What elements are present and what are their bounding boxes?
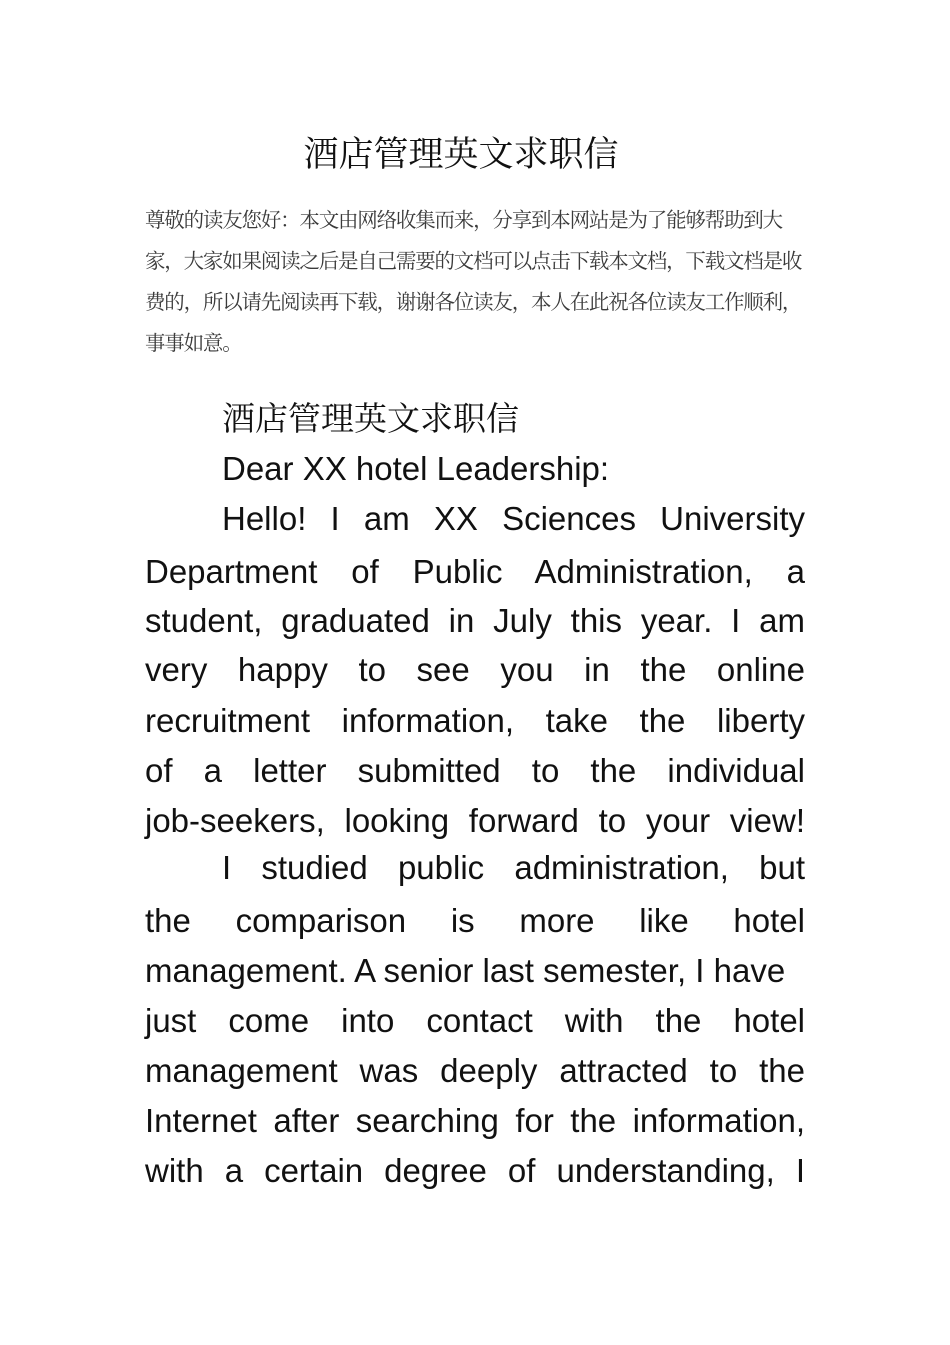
letter-body [145,0,805,1345]
document-title: 酒店管理英文求职信 [303,135,619,175]
letter-line: very happy to see you in the online [145,651,805,688]
letter-salutation: Dear XX hotel Leadership: [222,450,610,487]
letter-line: with a certain degree of understanding, I [145,1152,805,1189]
letter-line: management. A senior last semester, I have [145,952,786,989]
letter-line: the comparison is more like hotel [145,902,805,939]
letter-line: just come into contact with the hotel [145,1002,805,1039]
letter-line: Department of Public Administration, a [145,553,805,590]
letter-line: I studied public administration, but [222,849,805,886]
download-notice: 尊敬的读友您好：本文由网络收集而来，分享到本网站是为了能够帮助到大家，大家如果阅读之后是自己需要的文档可以点击下载本文档，下载文档是收费的，所以请先阅读再下载，谢谢各位读友，本人在此祝各位读友工作顺利，事事如意。 [145,208,802,355]
letter-line: student, graduated in July this year. I am [145,602,805,639]
letter-heading: 酒店管理英文求职信 [222,399,519,438]
letter-line: recruitment information, take the liberty [145,702,805,739]
letter-line: job-seekers, looking forward to your view! [145,802,805,839]
letter-line: of a letter submitted to the individual [145,752,805,789]
letter-line: Hello! I am XX Sciences University [222,500,805,537]
letter-line: management was deeply attracted to the [145,1052,805,1089]
letter-line: Internet after searching for the information, [145,1102,805,1139]
